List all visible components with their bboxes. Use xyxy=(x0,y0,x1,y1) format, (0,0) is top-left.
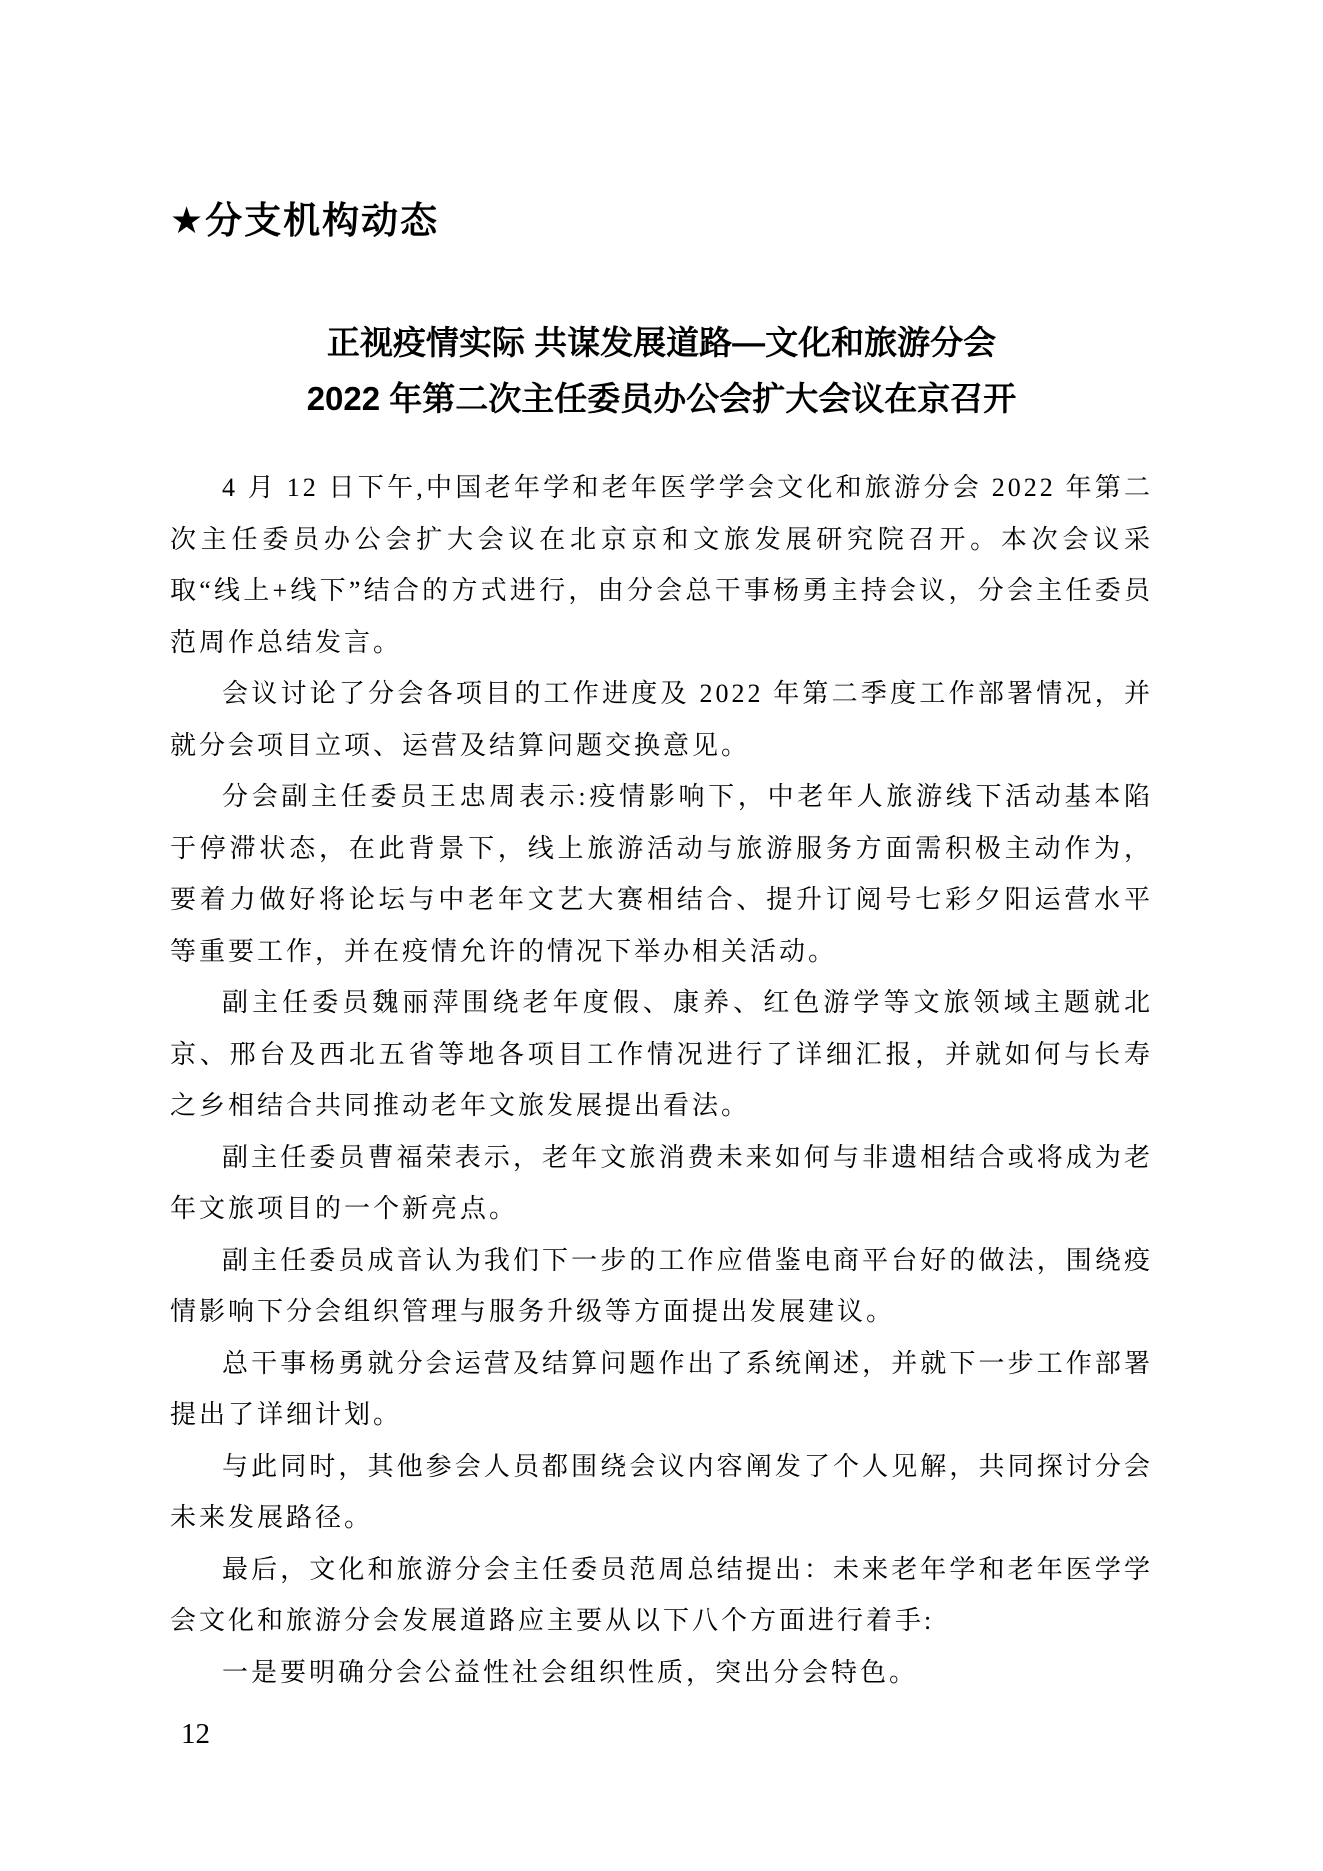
article-title xyxy=(170,315,1153,427)
article-title-line1: 正视疫情实际 共谋发展道路—文化和旅游分会 xyxy=(326,324,997,361)
paragraph: 最后，文化和旅游分会主任委员范周总结提出：未来老年学和老年医学学会文化和旅游分会发展道路应主要从以下八个方面进行着手: xyxy=(170,1554,1153,1635)
paragraph: 一是要明确分会公益性社会组织性质，突出分会特色。 xyxy=(222,1657,919,1687)
paragraph: 会议讨论了分会各项目的工作进度及 2022 年第二季度工作部署情况，并就分会项目立项、运营及结算问题交换意见。 xyxy=(170,679,1153,760)
section-header: ★分支机构动态 xyxy=(170,200,440,241)
paragraph: 分会副主任委员王忠周表示:疫情影响下，中老年人旅游线下活动基本陷于停滞状态，在此背景下，线上旅游活动与旅游服务方面需积极主动作为，要着力做好将论坛与中老年文艺大赛相结合、提升订阅号七彩夕阳运营水平等重要工作，并在疫情允许的情况下举办相关活动。 xyxy=(170,782,1153,966)
paragraph: 与此同时，其他参会人员都围绕会议内容阐发了个人见解，共同探讨分会未来发展路径。 xyxy=(170,1451,1153,1532)
paragraph: 副主任委员魏丽萍围绕老年度假、康养、红色游学等文旅领域主题就北京、邢台及西北五省等地各项目工作情况进行了详细汇报，并就如何与长寿之乡相结合共同推动老年文旅发展提出看法。 xyxy=(170,988,1153,1120)
paragraph: 总干事杨勇就分会运营及结算问题作出了系统阐述，并就下一步工作部署提出了详细计划。 xyxy=(170,1348,1153,1429)
paragraph: 副主任委员曹福荣表示，老年文旅消费未来如何与非遗相结合或将成为老年文旅项目的一个新亮点。 xyxy=(170,1142,1153,1223)
article-title-line2: 2022 年第二次主任委员办公会扩大会议在京召开 xyxy=(306,380,1017,417)
paragraph: 副主任委员成音认为我们下一步的工作应借鉴电商平台好的做法，围绕疫情影响下分会组织管理与服务升级等方面提出发展建议。 xyxy=(170,1245,1153,1326)
page-number: 12 xyxy=(181,1718,210,1750)
paragraph: 4 月 12 日下午,中国老年学和老年医学学会文化和旅游分会 2022 年第二次主任委员办公会扩大会议在北京京和文旅发展研究院召开。本次会议采取“线上+线下”结合的方式进行，由分会总干事杨勇主持会议，分会主任委员范周作总结发言。 xyxy=(170,473,1153,657)
body-paragraphs xyxy=(170,462,1153,1698)
